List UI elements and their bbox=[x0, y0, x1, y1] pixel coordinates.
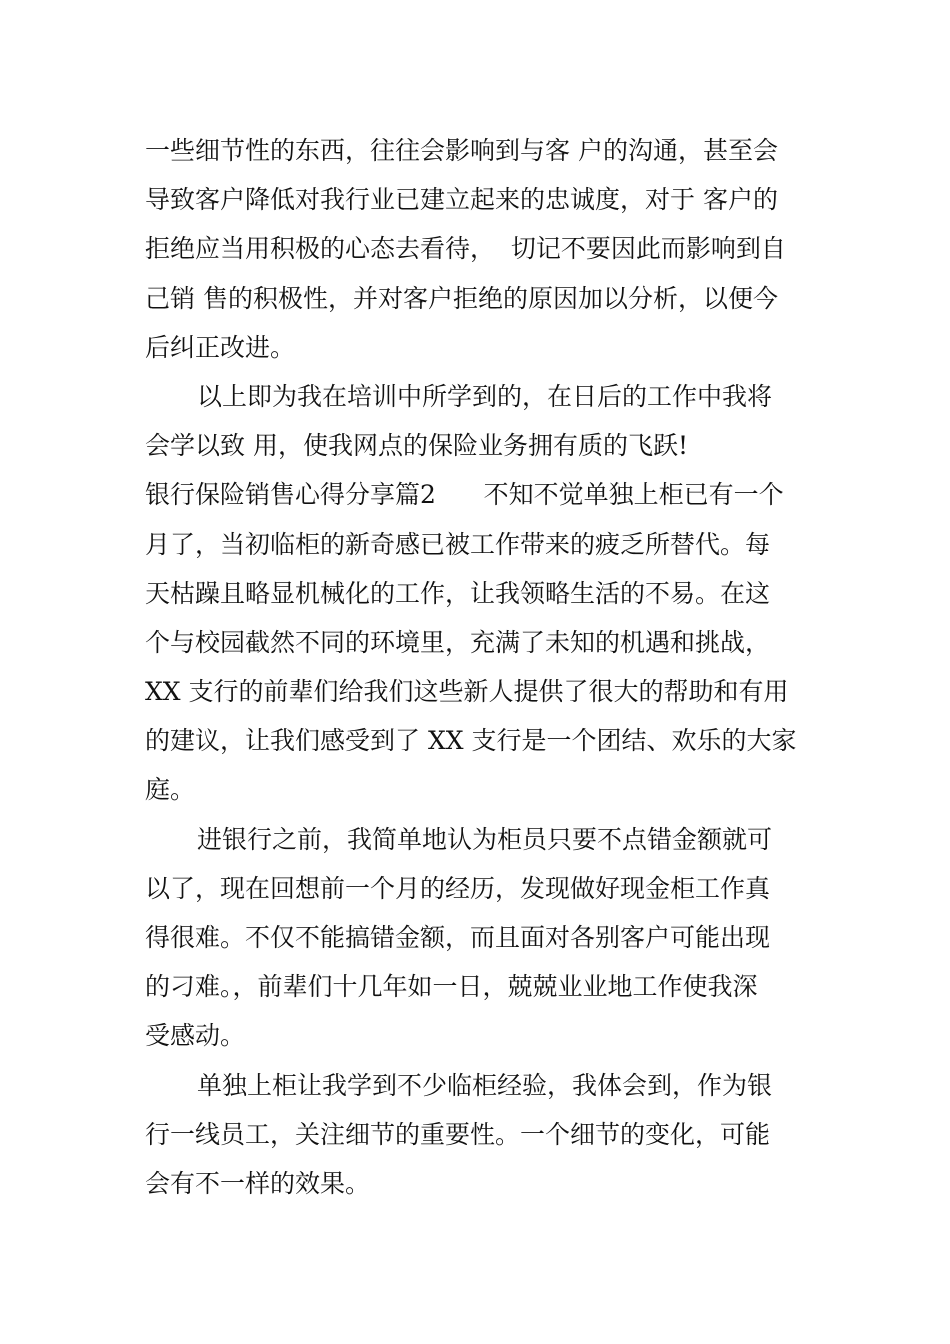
text-line: 庭。 bbox=[145, 775, 196, 805]
text-line: 导致客户降低对我行业已建立起来的忠诚度，对于 客户的 bbox=[145, 185, 778, 215]
text-line: 以上即为我在培训中所学到的，在日后的工作中我将 bbox=[197, 381, 773, 411]
text-line: 的建议，让我们感受到了 XX 支行是一个团结、欢乐的大家 bbox=[145, 726, 797, 756]
text-line: 单独上柜让我学到不少临柜经验，我体会到，作为银 bbox=[197, 1070, 773, 1100]
text-line: 天枯躁且略显机械化的工作，让我领略生活的不易。在这 bbox=[145, 578, 771, 608]
text-line: 得很难。不仅不能搞错金额，而且面对各别客户可能出现 bbox=[145, 923, 771, 952]
text-line: 月了，当初临柜的新奇感已被工作带来的疲乏所替代。每 bbox=[145, 529, 771, 559]
text-line: 后纠正改进。 bbox=[145, 332, 296, 362]
text-line: 的刁难。，前辈们十几年如一日，兢兢业业地工作使我深 bbox=[145, 972, 758, 1002]
text-line: 己销 售的积极性，并对客户拒绝的原因加以分析，以便今 bbox=[145, 283, 778, 313]
document-body bbox=[145, 126, 815, 1208]
text-line: XX 支行的前辈们给我们这些新人提供了很大的帮助和有用 bbox=[145, 677, 789, 707]
text-line: 以了，现在回想前一个月的经历，发现做好现金柜工作真 bbox=[145, 873, 771, 903]
text-line: 个与校园截然不同的环境里，充满了未知的机遇和挑战， bbox=[145, 627, 771, 657]
text-line: 拒绝应当用积极的心态去看待， 切记不要因此而影响到自 bbox=[145, 234, 786, 264]
text-line: 行一线员工，关注细节的重要性。一个细节的变化，可能 bbox=[145, 1119, 771, 1149]
text-line: 一些细节性的东西，往往会影响到与客 户的沟通，甚至会 bbox=[145, 136, 778, 165]
text-line: 会有不一样的效果。 bbox=[145, 1168, 371, 1198]
text-line: 银行保险销售心得分享篇2 不知不觉单独上柜已有一个 bbox=[145, 480, 784, 510]
text-line: 会学以致 用，使我网点的保险业务拥有质的飞跃! bbox=[145, 431, 688, 461]
text-line: 受感动。 bbox=[145, 1021, 246, 1051]
text-line: 进银行之前，我简单地认为柜员只要不点错金额就可 bbox=[197, 824, 773, 854]
